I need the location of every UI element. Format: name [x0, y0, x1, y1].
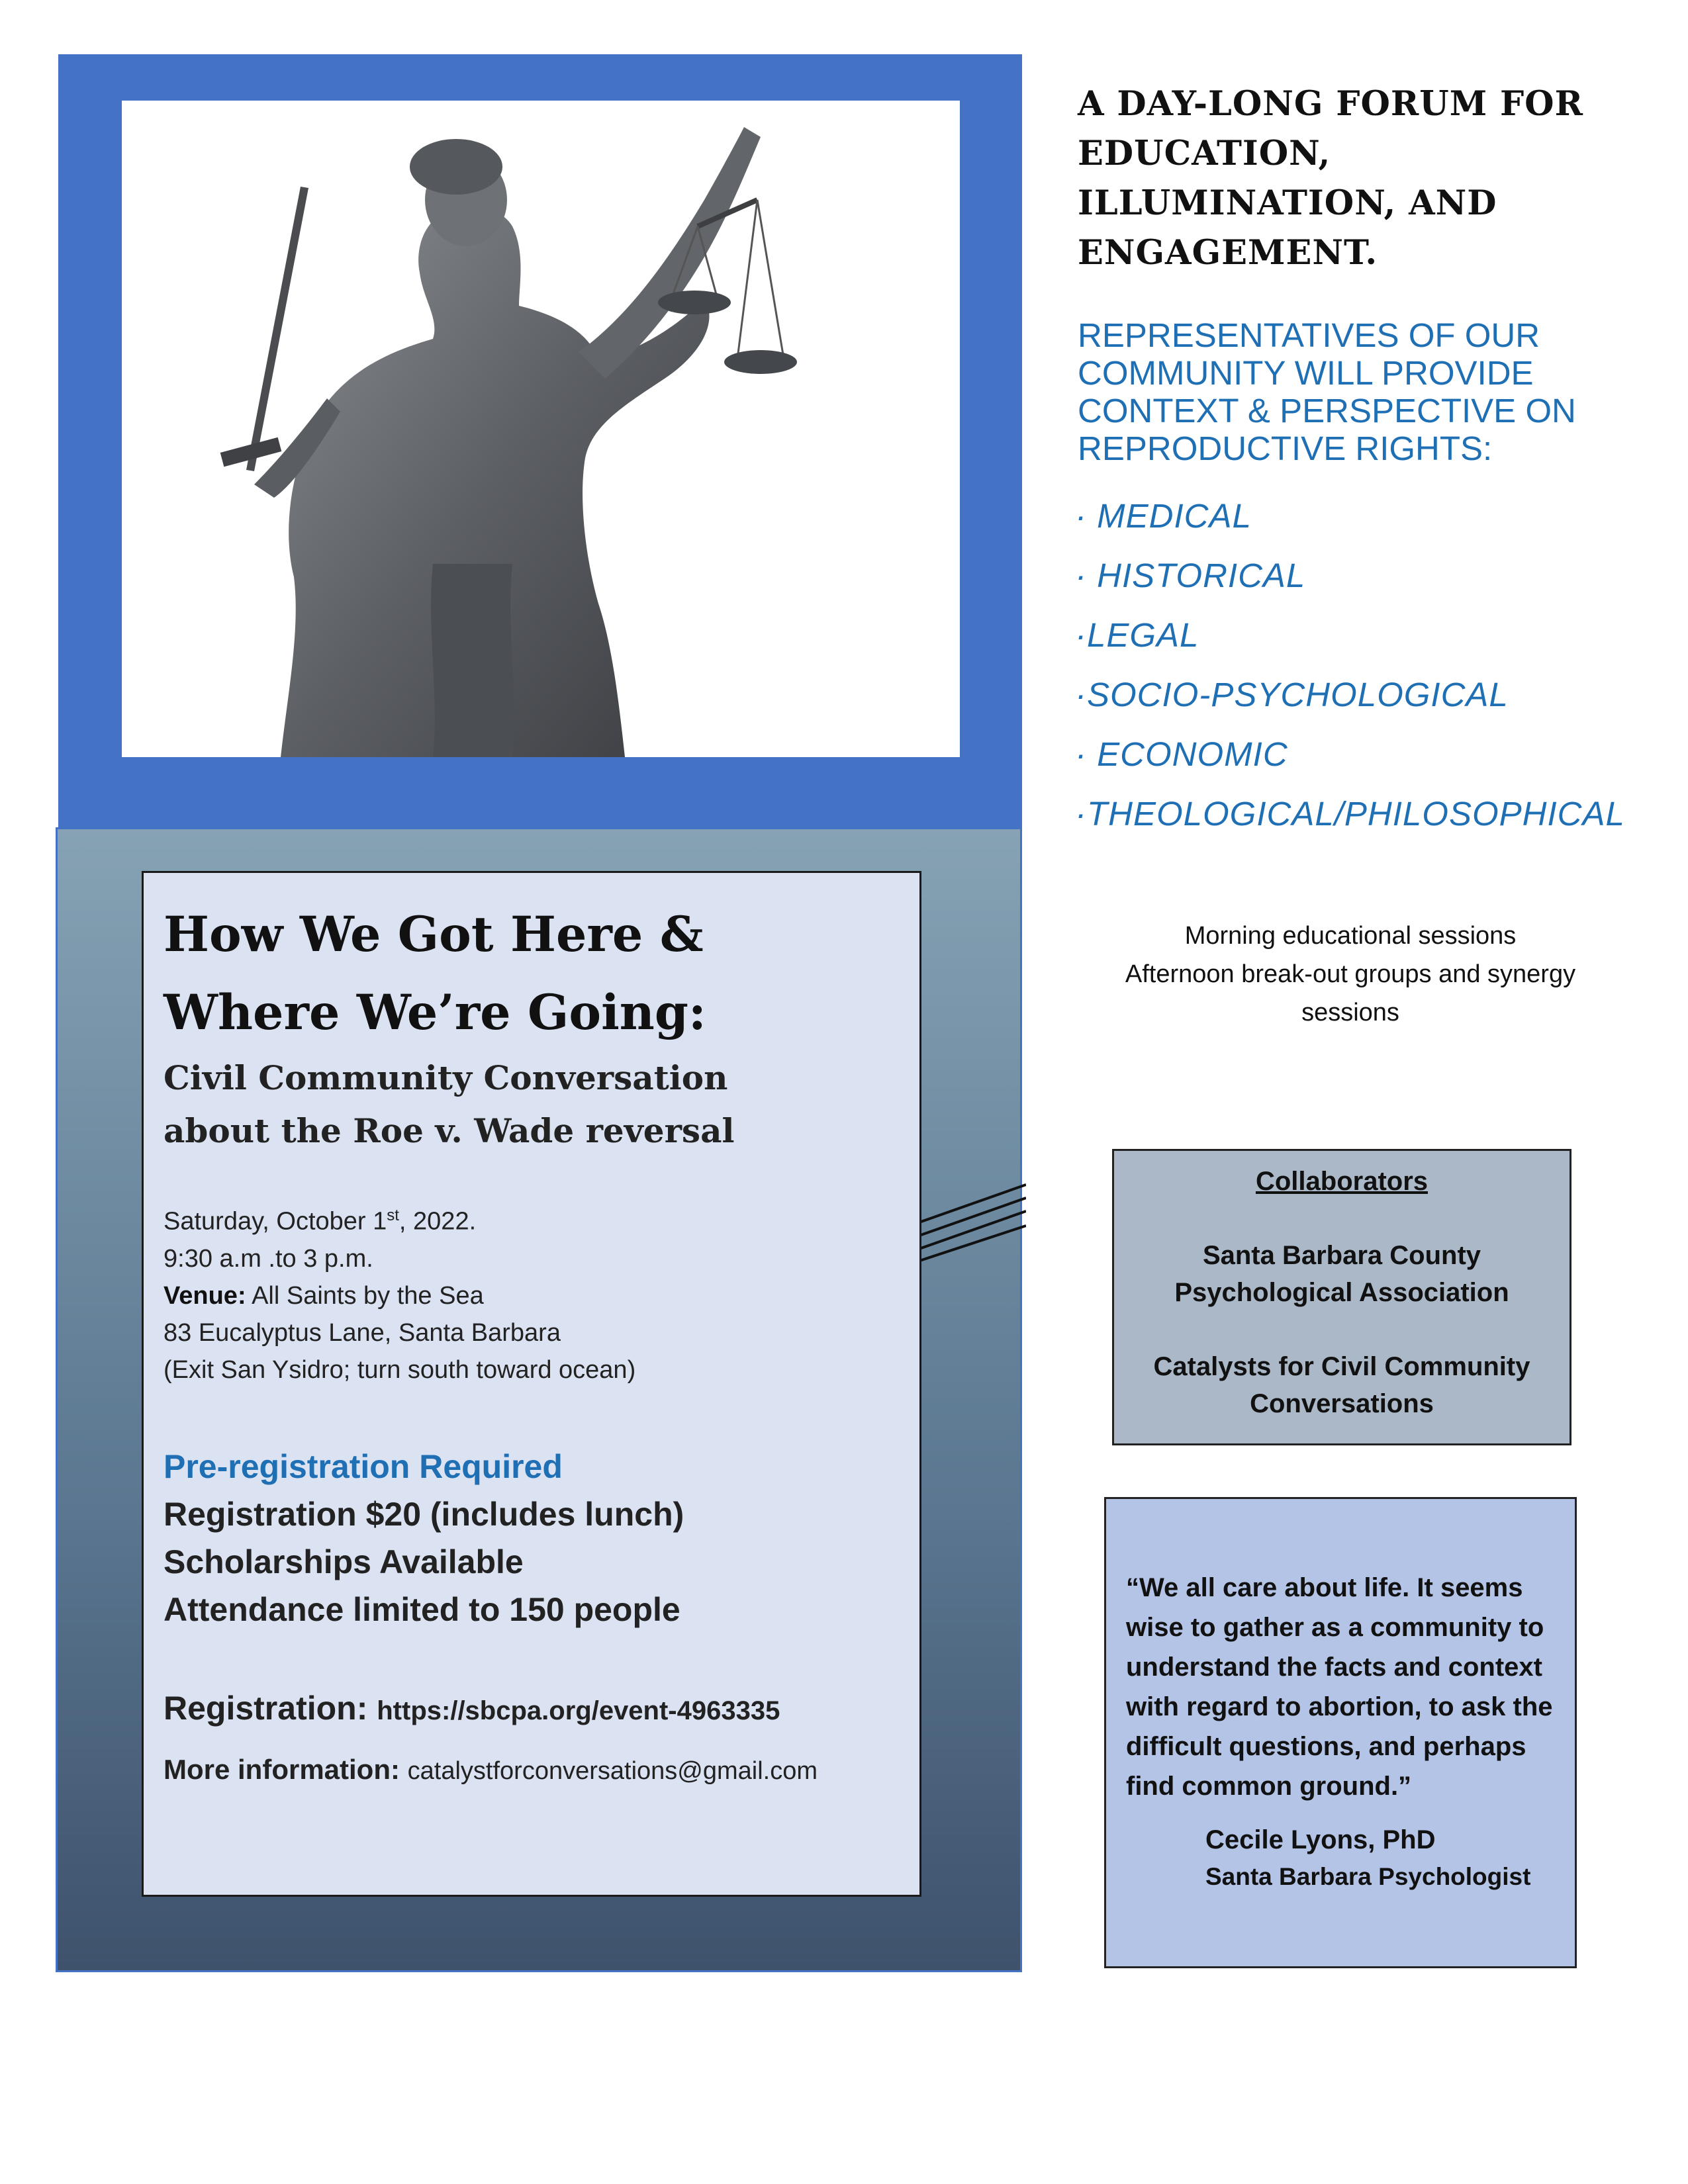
event-subtitle-line1: Civil Community Conversation — [164, 1058, 728, 1097]
event-title-line1: How We Got Here & — [164, 906, 704, 963]
collaborators-box — [1112, 1149, 1571, 1445]
quote-text: “We all care about life. It seems wise to gather as a community to understand the facts and context with regard to abortion, to ask the difficult questions, and perhaps find common ground.” — [1126, 1573, 1553, 1801]
attendance-limit: Attendance limited to 150 people — [164, 1590, 680, 1628]
decorative-wires-icon — [914, 1178, 1026, 1264]
collaborator-org: Santa Barbara County Psychological Association — [1174, 1241, 1509, 1307]
event-venue: Venue: All Saints by the Sea — [164, 1281, 484, 1310]
event-directions: (Exit San Ysidro; turn south toward ocean) — [164, 1355, 636, 1384]
representatives-intro: REPRESENTATIVES OF OUR COMMUNITY WILL PROVIDE CONTEXT & PERSPECTIVE ON REPRODUCTIVE RIGHTS: — [1078, 316, 1576, 467]
event-subtitle — [164, 1052, 900, 1158]
forum-headline: A DAY-LONG FORUM FOR EDUCATION, ILLUMINATION, AND ENGAGEMENT. — [1078, 84, 1583, 273]
topic-item: · MEDICAL — [1075, 497, 1252, 535]
collaborators-heading: Collaborators — [1255, 1167, 1429, 1196]
event-address: 83 Eucalyptus Lane, Santa Barbara — [164, 1318, 561, 1347]
collaborator-org: Catalysts for Civil Community Conversations — [1153, 1352, 1530, 1418]
more-info-line: More information: catalystforconversations@gmail.com — [164, 1753, 818, 1785]
event-subtitle-line2: about the Roe v. Wade reversal — [164, 1111, 735, 1150]
afternoon-sessions: Afternoon break-out groups and synergy sessions — [1125, 960, 1576, 1026]
lady-justice-image — [122, 101, 960, 757]
scholarships: Scholarships Available — [164, 1543, 524, 1580]
event-details — [164, 1197, 900, 1388]
topic-item: · ECONOMIC — [1075, 735, 1288, 773]
registration-fee: Registration $20 (includes lunch) — [164, 1495, 684, 1533]
registration-link[interactable]: https://sbcpa.org/event-4963335 — [377, 1696, 780, 1725]
quote-author-title: Santa Barbara Psychologist — [1205, 1863, 1531, 1890]
topic-item: ·SOCIO-PSYCHOLOGICAL — [1075, 676, 1509, 713]
event-time: 9:30 a.m .to 3 p.m. — [164, 1244, 373, 1273]
topic-item: ·LEGAL — [1075, 616, 1199, 654]
event-info-box — [142, 871, 921, 1897]
morning-sessions: Morning educational sessions — [1184, 922, 1517, 950]
topic-item: ·THEOLOGICAL/PHILOSOPHICAL — [1075, 795, 1625, 833]
contact-email-link[interactable]: catalystforconversations@gmail.com — [407, 1756, 818, 1785]
prereg-required: Pre-registration Required — [164, 1447, 563, 1485]
registration-line: Registration: https://sbcpa.org/event-4963335 — [164, 1689, 780, 1727]
event-title-line2: Where We’re Going: — [164, 984, 706, 1041]
quote-box — [1104, 1497, 1577, 1968]
topic-list — [1075, 486, 1658, 844]
event-date: Saturday, October 1st, 2022. — [164, 1206, 477, 1236]
session-schedule — [1086, 917, 1615, 1032]
quote-author: Cecile Lyons, PhD — [1205, 1825, 1436, 1854]
lady-justice-statue-icon — [122, 101, 960, 757]
topic-item: · HISTORICAL — [1075, 557, 1306, 594]
registration-info — [164, 1443, 900, 1633]
